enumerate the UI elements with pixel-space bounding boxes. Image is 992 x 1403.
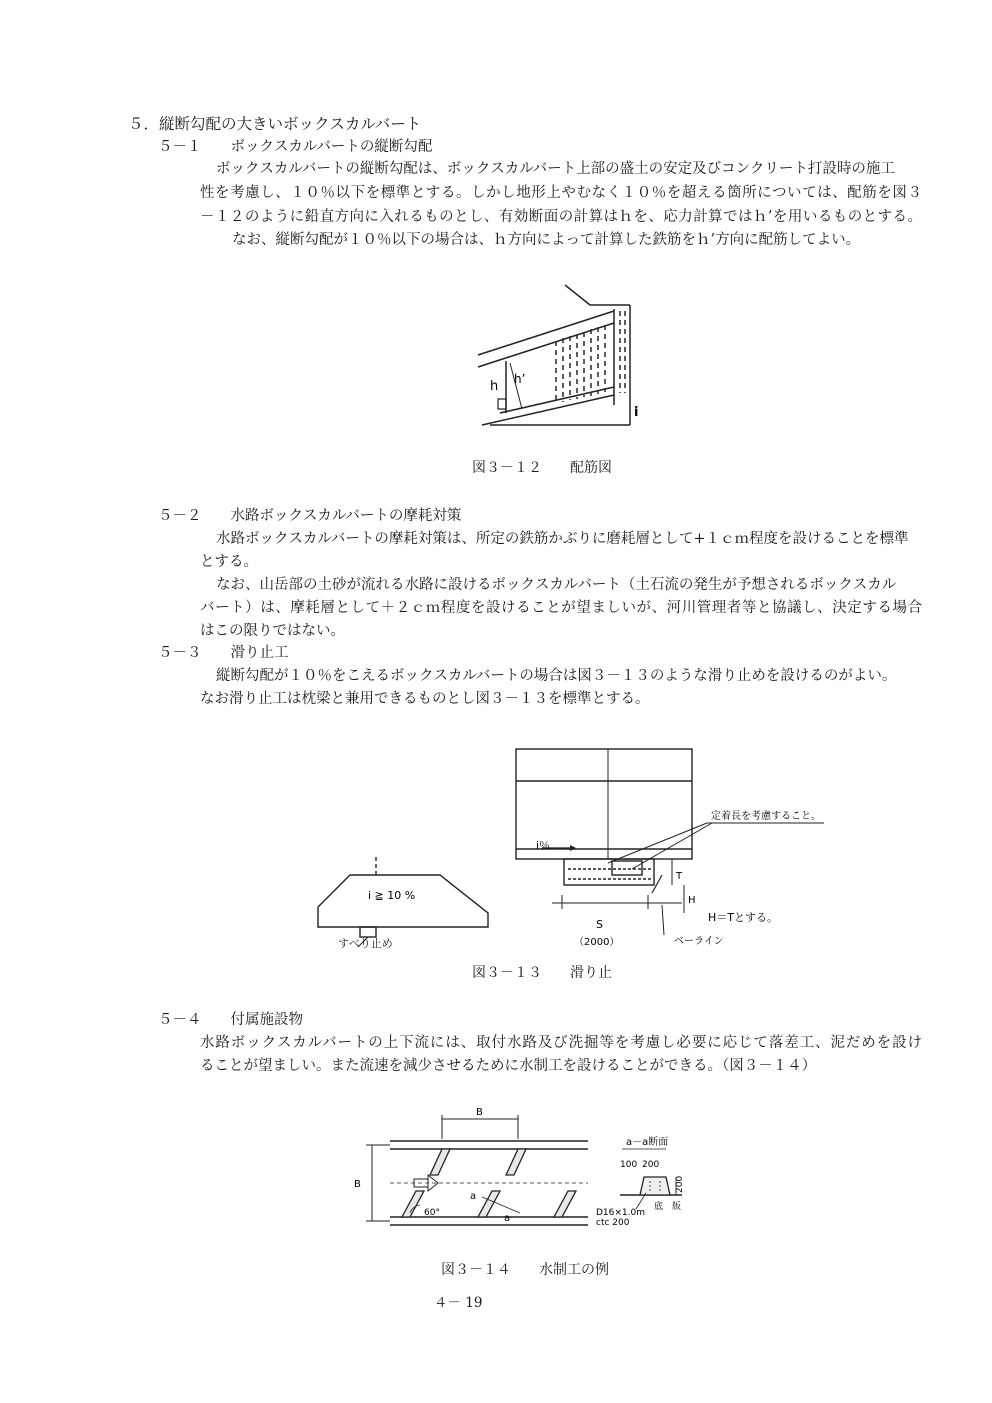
fig12-fill-line — [565, 285, 630, 305]
fig13-label-H: H — [688, 895, 696, 906]
s4-line-2: ることが望ましい。また流速を減少させるために水制工を設けることができる。（図３－１４） — [200, 1058, 817, 1074]
fig14-label-B-top: B — [476, 1107, 483, 1118]
fig14-label-a2: a — [504, 1213, 511, 1224]
s1-line-2: 性を考慮し、１０％以下を標準とする。しかし地形上やむなく１０％を超える箇所については、配筋を図３ — [200, 185, 922, 201]
fig13-label-anchor: 定着長を考慮すること。 — [711, 811, 821, 822]
s3-heading: ５－３ 滑り止工 — [158, 645, 289, 661]
s1-line-3: －１２のように鉛直方向に入れるものとし、有効断面の計算はｈを、応力計算ではｈ’を用いるものとする。 — [200, 209, 922, 225]
fig12-caption: 図３－１２ 配筋図 — [472, 460, 612, 476]
s2-heading: ５－２ 水路ボックスカルバートの摩耗対策 — [158, 508, 462, 524]
fig14-label-ctc: ctc 200 — [596, 1218, 630, 1228]
fig13-label-slope: i ≧ 10 % — [368, 889, 416, 902]
fig13-label-HT: H＝Tとする。 — [708, 911, 778, 924]
fig13-label-stop: すべり止め — [338, 937, 393, 950]
fig12-label-i: i — [634, 405, 639, 420]
fig14-diagram — [350, 1105, 710, 1240]
fig13-label-base: ベーライン — [674, 936, 724, 947]
fig13-right-diagram — [512, 745, 842, 950]
fig14-label-100: 100 — [620, 1160, 638, 1170]
fig14-label-bottom: 底 版 — [654, 1202, 682, 1212]
fig14-label-d16: D16×1.0m — [596, 1208, 646, 1218]
fig14-label-section: a－a断面 — [626, 1137, 669, 1148]
fig14-label-200v: 200 — [675, 1175, 685, 1193]
fig12-hp-line — [510, 363, 522, 409]
s2-line-5: はこの限りではない。 — [200, 623, 345, 639]
s2-line-2: とする。 — [200, 554, 258, 570]
fig14-caption: 図３－１４ 水制工の例 — [441, 1262, 609, 1278]
s2-line-1: 水路ボックスカルバートの摩耗対策は、所定の鉄筋かぶりに磨耗層として+１ｃｍ程度を設けることを標準 — [216, 531, 909, 547]
s4-heading: ５－４ 付属施設物 — [158, 1012, 303, 1028]
s2-line-4: バート）は、摩耗層として＋２ｃｍ程度を設けることが望ましいが、河川管理者等と協議し、決定する場合 — [200, 600, 922, 616]
fig12-label-h: h — [490, 379, 499, 394]
s2-line-3: なお、山岳部の土砂が流れる水路に設けるボックスカルバート（土石流の発生が予想されるボックスカル — [216, 577, 897, 593]
s1-heading: ５－１ ボックスカルバートの縦断勾配 — [158, 139, 433, 155]
fig12-top-slab-upper — [478, 311, 614, 355]
fig13-label-S: S — [596, 918, 603, 931]
fig13-label-2000: （2000） — [574, 937, 620, 948]
fig12-diagram — [470, 275, 650, 430]
fig14-label-B-left: B — [354, 1179, 361, 1190]
section-title: ５．縦断勾配の大きいボックスカルバート — [128, 115, 422, 133]
fig13-caption: 図３－１３ 滑り止 — [472, 965, 612, 981]
fig14-label-60: 60° — [424, 1208, 440, 1218]
s1-line-1: ボックスカルバートの縦断勾配は、ボックスカルバート上部の盛土の安定及びコンクリート打設時の施工 — [216, 161, 895, 177]
fig13-label-T: T — [676, 871, 683, 882]
fig14-label-200: 200 — [642, 1160, 660, 1170]
fig14-label-a1: a — [470, 1191, 477, 1202]
fig13-label-i: i％ — [536, 839, 551, 852]
s3-line-1: 縦断勾配が１０％をこえるボックスカルバートの場合は図３－１３のような滑り止めを設けるのがよい。 — [216, 668, 897, 684]
s4-line-1: 水路ボックスカルバートの上下流には、取付水路及び洗掘等を考慮し必要に応じて落差工、泥だめを設け — [200, 1035, 922, 1051]
page-number: ４－ 19 — [434, 1295, 483, 1311]
s1-line-4: なお、縦断勾配が１０％以下の場合は、ｈ方向によって計算した鉄筋をｈ’方向に配筋してよい。 — [232, 232, 861, 248]
s3-line-2: なお滑り止工は枕梁と兼用できるものとし図３－１３を標準とする。 — [200, 691, 650, 707]
fig12-label-hp: h’ — [514, 372, 526, 386]
fig12-top-slab-lower — [478, 323, 614, 367]
